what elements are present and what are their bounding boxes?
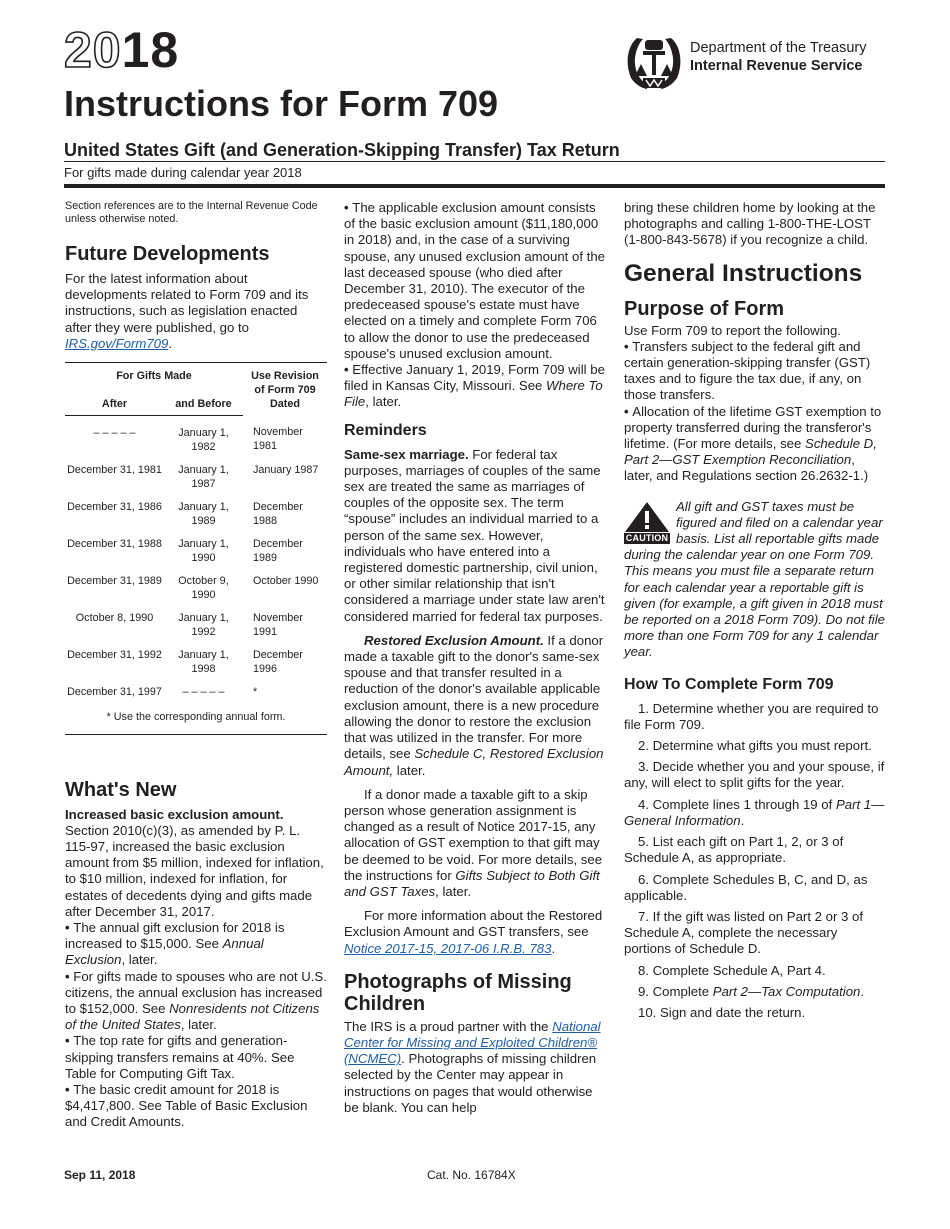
run-in-heading: Increased basic exclusion amount. bbox=[65, 806, 284, 822]
text-run: 9. Complete bbox=[638, 983, 713, 999]
text-run: Part 2—Tax Computation bbox=[712, 983, 861, 999]
bullet-icon: • bbox=[65, 968, 74, 984]
text-run: The basic credit amount for 2018 is $4,417,800. See Table of Basic Exclusion and Credit Amounts. bbox=[65, 1081, 308, 1130]
caution-note bbox=[624, 499, 886, 661]
table-row bbox=[65, 415, 327, 459]
bullet-icon: • bbox=[65, 1081, 74, 1097]
table-row bbox=[65, 644, 327, 681]
exclusion-bullets bbox=[344, 200, 606, 411]
step-item bbox=[624, 963, 886, 979]
bullet-icon: • bbox=[65, 919, 74, 935]
reminders-content bbox=[344, 447, 606, 957]
cell-after: December 31, 1989 bbox=[67, 574, 162, 587]
text-run: . bbox=[551, 940, 556, 956]
paragraph bbox=[344, 447, 606, 625]
right-column bbox=[624, 200, 886, 1026]
year-bold: 18 bbox=[121, 22, 180, 78]
text-run: If a donor made a taxable gift to the donor's same-sex spouse and that transfer resulted in a reduction of the donor's available applicable exclusion amount, there is a new procedure allowing the donor to restore the exclusion that was utilized in the transfer. For more details, see bbox=[344, 632, 604, 762]
bullet-item bbox=[624, 404, 886, 485]
cell-after: December 31, 1986 bbox=[67, 500, 162, 513]
divider bbox=[64, 161, 885, 162]
text-run: later. bbox=[393, 762, 426, 778]
cell-before: January 1, 1992 bbox=[178, 611, 229, 638]
cell-before: – – – – – bbox=[182, 685, 225, 698]
caution-text: All gift and GST taxes must be figured and filed on a calendar year basis. List all reportable gifts made during the calendar year on one Form 709. This means you must file a separate return for each calendar year a reportable gift is given (for example, a gift given in 2018 must be reported on a 2018 Form 709). Do not file more than one Form 709 for any 1 calendar year. bbox=[624, 498, 885, 660]
reminders-heading: Reminders bbox=[344, 421, 427, 439]
text-run: 7. If the gift was listed on Part 2 or 3 of Schedule A, complete the necessary portions of Schedule D. bbox=[624, 908, 864, 957]
step-item bbox=[624, 701, 886, 733]
table-row bbox=[65, 496, 327, 533]
gift-year-note: For gifts made during calendar year 2018 bbox=[64, 165, 302, 180]
text-run: , later, and Regulations section 26.2632-1.) bbox=[624, 452, 869, 484]
text-run: Gifts Subject to Both Gift and GST Taxes bbox=[344, 867, 600, 899]
cell-before: January 1, 1989 bbox=[178, 500, 229, 527]
step-item bbox=[624, 909, 886, 958]
table-row bbox=[65, 570, 327, 607]
revision-date: Sep 11, 2018 bbox=[64, 1168, 136, 1182]
text-run: Where To File bbox=[344, 378, 603, 410]
text-run: . bbox=[860, 983, 865, 999]
text-run: Schedule D, Part 2—GST Exemption Reconciliation bbox=[624, 436, 877, 468]
link[interactable]: Notice 2017-15, 2017-06 I.R.B. 783 bbox=[344, 940, 552, 956]
text-run: For more information about the Restored Exclusion Amount and GST transfers, see bbox=[344, 908, 603, 940]
header-and-before: and Before bbox=[164, 389, 243, 415]
text-run: 5. List each gift on Part 1, 2, or 3 of Schedule A, as appropriate. bbox=[624, 834, 844, 866]
paragraph bbox=[344, 633, 606, 779]
cell-revision: November 1991 bbox=[253, 611, 303, 638]
text-run: If a donor made a taxable gift to a skip person whose generation assignment is changed as a result of Notice 2017-15, any allocation of GST exemption to that gift may be deemed to be void. For more details, see the instructions for bbox=[344, 786, 603, 883]
cell-revision: * bbox=[253, 685, 258, 698]
text-run: The annual gift exclusion for 2018 is increased to $15,000. See bbox=[65, 919, 285, 952]
left-column bbox=[65, 200, 327, 1131]
divider-thick bbox=[64, 184, 885, 188]
step-item bbox=[624, 1005, 886, 1021]
text-run: For gifts made to spouses who are not U.S. citizens, the annual exclusion has increased to $152,000. See bbox=[65, 968, 327, 1016]
run-in-heading: Restored Exclusion Amount. bbox=[364, 632, 544, 648]
cell-revision: November 1981 bbox=[253, 426, 303, 453]
bullet-icon: • bbox=[344, 362, 353, 378]
bullet-item bbox=[65, 969, 327, 1034]
cell-revision: December 1989 bbox=[253, 537, 303, 564]
text-run: Transfers subject to the federal gift and certain generation-skipping transfer (GST) taxes and to figure the tax due, if any, on those transfers. bbox=[624, 338, 871, 403]
caution-icon bbox=[624, 501, 670, 544]
step-item bbox=[624, 872, 886, 904]
cell-after: December 31, 1981 bbox=[67, 463, 162, 476]
cell-after: December 31, 1988 bbox=[67, 537, 162, 550]
bullet-icon: • bbox=[624, 403, 633, 419]
text-run: Use Form 709 to report the following. bbox=[624, 322, 841, 338]
header-for-gifts-made: For Gifts Made bbox=[116, 370, 192, 383]
bullet-icon: • bbox=[344, 200, 353, 215]
agency-name bbox=[690, 39, 867, 75]
text-run: bring these children home by looking at the photographs and calling 1-800-THE-LOST (1-800-843-5678) if you recognize a child. bbox=[624, 200, 876, 248]
page-title: Instructions for Form 709 bbox=[64, 83, 499, 124]
bullet-item bbox=[65, 1082, 327, 1131]
purpose-content bbox=[624, 323, 886, 485]
text-run: Effective January 1, 2019, Form 709 will be filed in Kansas City, Missouri. See bbox=[344, 362, 605, 394]
text-run: Annual Exclusion bbox=[65, 936, 264, 968]
text-run: , later. bbox=[365, 394, 402, 410]
text-run: 1. Determine whether you are required to file Form 709. bbox=[624, 700, 879, 732]
photographs-text bbox=[344, 1019, 606, 1116]
revision-table-body bbox=[65, 415, 327, 704]
form-subtitle: United States Gift (and Generation-Skipping Transfer) Tax Return bbox=[64, 140, 620, 160]
text-run: The IRS is a proud partner with the bbox=[344, 1018, 553, 1034]
run-in-heading: Same-sex marriage. bbox=[344, 446, 469, 462]
warning-triangle-icon bbox=[624, 501, 670, 533]
table-row bbox=[65, 607, 327, 644]
bullet-item bbox=[344, 200, 606, 362]
text-run: 6. Complete Schedules B, C, and D, as applicable. bbox=[624, 871, 868, 903]
steps-list bbox=[624, 701, 886, 1021]
caution-label: CAUTION bbox=[625, 532, 669, 543]
section-reference-note: Section references are to the Internal Revenue Code unless otherwise noted. bbox=[65, 200, 318, 225]
cell-before: January 1, 1998 bbox=[178, 648, 229, 675]
text-run: 10. Sign and date the return. bbox=[638, 1004, 806, 1020]
whats-new-content bbox=[65, 807, 327, 1131]
text-run: For federal tax purposes, marriages of couples of the same sex are treated the same as marriages of couples of the opposite sex. The term “spouse” includes an individual married to a person of the same sex. However, individuals who have entered into a registered domestic partnership, civil union, or other similar relationship that isn't considered a marriage under state law aren't considered married for federal tax purposes. bbox=[344, 446, 605, 624]
text-run: . bbox=[168, 335, 173, 351]
catalog-number: Cat. No. 16784X bbox=[427, 1168, 516, 1182]
cell-before: January 1, 1987 bbox=[178, 463, 229, 490]
bullet-item bbox=[624, 339, 886, 404]
table-row bbox=[65, 459, 327, 496]
text-run: Nonresidents not Citizens of the United States bbox=[65, 1000, 320, 1033]
header-after: After bbox=[65, 389, 164, 415]
paragraph bbox=[624, 323, 886, 339]
irs-eagle-logo-icon bbox=[623, 34, 685, 90]
bullet-icon: • bbox=[624, 338, 633, 354]
table-row bbox=[65, 533, 327, 570]
paragraph bbox=[344, 908, 606, 957]
how-to-complete-heading: How To Complete Form 709 bbox=[624, 675, 834, 693]
text-run: , later. bbox=[435, 883, 472, 899]
cell-before: January 1, 1990 bbox=[178, 537, 229, 564]
link[interactable]: National Center for Missing and Exploited Children® (NCMEC) bbox=[344, 1018, 601, 1067]
general-instructions-heading: General Instructions bbox=[624, 259, 863, 287]
text-run: 2. Determine what gifts you must report. bbox=[638, 738, 872, 754]
cell-after: December 31, 1992 bbox=[67, 648, 162, 661]
future-developments-heading: Future Developments bbox=[65, 243, 270, 265]
step-item bbox=[624, 984, 886, 1000]
photographs-heading: Photographs of Missing Children bbox=[344, 970, 572, 1015]
link[interactable]: IRS.gov/Form709 bbox=[65, 335, 169, 351]
cell-revision: October 1990 bbox=[253, 574, 319, 587]
cell-before: January 1, 1982 bbox=[178, 426, 229, 453]
whats-new-heading: What's New bbox=[65, 778, 177, 801]
text-run: 4. Complete lines 1 through 19 of bbox=[638, 796, 836, 812]
text-run: Allocation of the lifetime GST exemption to property transferred during the transferor's lifetime. (For more details, see bbox=[624, 403, 882, 452]
step-item bbox=[624, 759, 886, 791]
cell-revision: December 1988 bbox=[253, 500, 303, 527]
header-use-revision: Use Revision of Form 709 Dated bbox=[251, 370, 319, 411]
text-run: 3. Decide whether you and your spouse, if any, will elect to split gifts for the year. bbox=[624, 759, 885, 791]
bullet-item bbox=[344, 362, 606, 411]
revision-table-wrap bbox=[65, 362, 327, 735]
text-run: For the latest information about developments related to Form 709 and its instructions, such as legislation enacted after they were published, go to bbox=[65, 271, 309, 335]
paragraph bbox=[344, 787, 606, 900]
table-footnote: * Use the corresponding annual form. bbox=[106, 710, 286, 723]
step-item bbox=[624, 797, 886, 829]
year-outline: 20 bbox=[64, 22, 122, 78]
department-name: Department of the Treasury bbox=[690, 40, 867, 56]
step-item bbox=[624, 834, 886, 866]
bullet-icon: • bbox=[65, 1033, 74, 1049]
bullet-item bbox=[65, 920, 327, 969]
future-developments-text bbox=[65, 271, 327, 352]
text-run: Part 1—General Information bbox=[624, 796, 885, 828]
year-heading bbox=[64, 22, 179, 78]
purpose-of-form-heading: Purpose of Form bbox=[624, 297, 785, 320]
paragraph bbox=[65, 807, 327, 920]
middle-column bbox=[344, 200, 606, 1116]
cell-revision: December 1996 bbox=[253, 648, 303, 675]
table-row bbox=[65, 681, 327, 704]
text-run: . Photographs of missing children selected by the Center may appear in instructions on pages that would otherwise be blank. You can help bbox=[344, 1051, 597, 1115]
bullet-item bbox=[65, 1033, 327, 1082]
text-run: Section 2010(c)(3), as amended by P. L. 115-97, increased the basic exclusion amount from $5 million, indexed for inflation, to $10 million, indexed for inflation, for estates of decedents dying and gifts made after December 31, 2017. bbox=[65, 822, 324, 919]
text-run: 8. Complete Schedule A, Part 4. bbox=[638, 962, 826, 978]
cell-before: October 9, 1990 bbox=[178, 574, 229, 601]
continued-text bbox=[624, 200, 886, 249]
text-run: The top rate for gifts and generation-skipping transfers remains at 40%. See Table for Computing Gift Tax. bbox=[65, 1033, 295, 1081]
text-run: . bbox=[740, 812, 745, 828]
cell-after: October 8, 1990 bbox=[75, 611, 154, 624]
text-run: , later. bbox=[180, 1017, 217, 1033]
text-run: The applicable exclusion amount consists of the basic exclusion amount ($11,180,000 in 2018) and, in the case of a surviving spouse, any unused exclusion amount of the last deceased spouse (who died after December 31, 2010). The executor of the predeceased spouse's estate must have elected on a timely and complete Form 706 to allow the donor to use the predeceased spouse's unused exclusion amount. bbox=[344, 200, 605, 361]
cell-after: – – – – – bbox=[93, 426, 136, 439]
text-run: Schedule C, Restored Exclusion Amount, bbox=[344, 746, 604, 778]
text-run: , later. bbox=[121, 952, 158, 968]
cell-revision: January 1987 bbox=[253, 463, 319, 476]
step-item bbox=[624, 738, 886, 754]
cell-after: December 31, 1997 bbox=[67, 685, 162, 698]
agency-name-line: Internal Revenue Service bbox=[690, 58, 863, 74]
revision-table bbox=[65, 362, 327, 735]
